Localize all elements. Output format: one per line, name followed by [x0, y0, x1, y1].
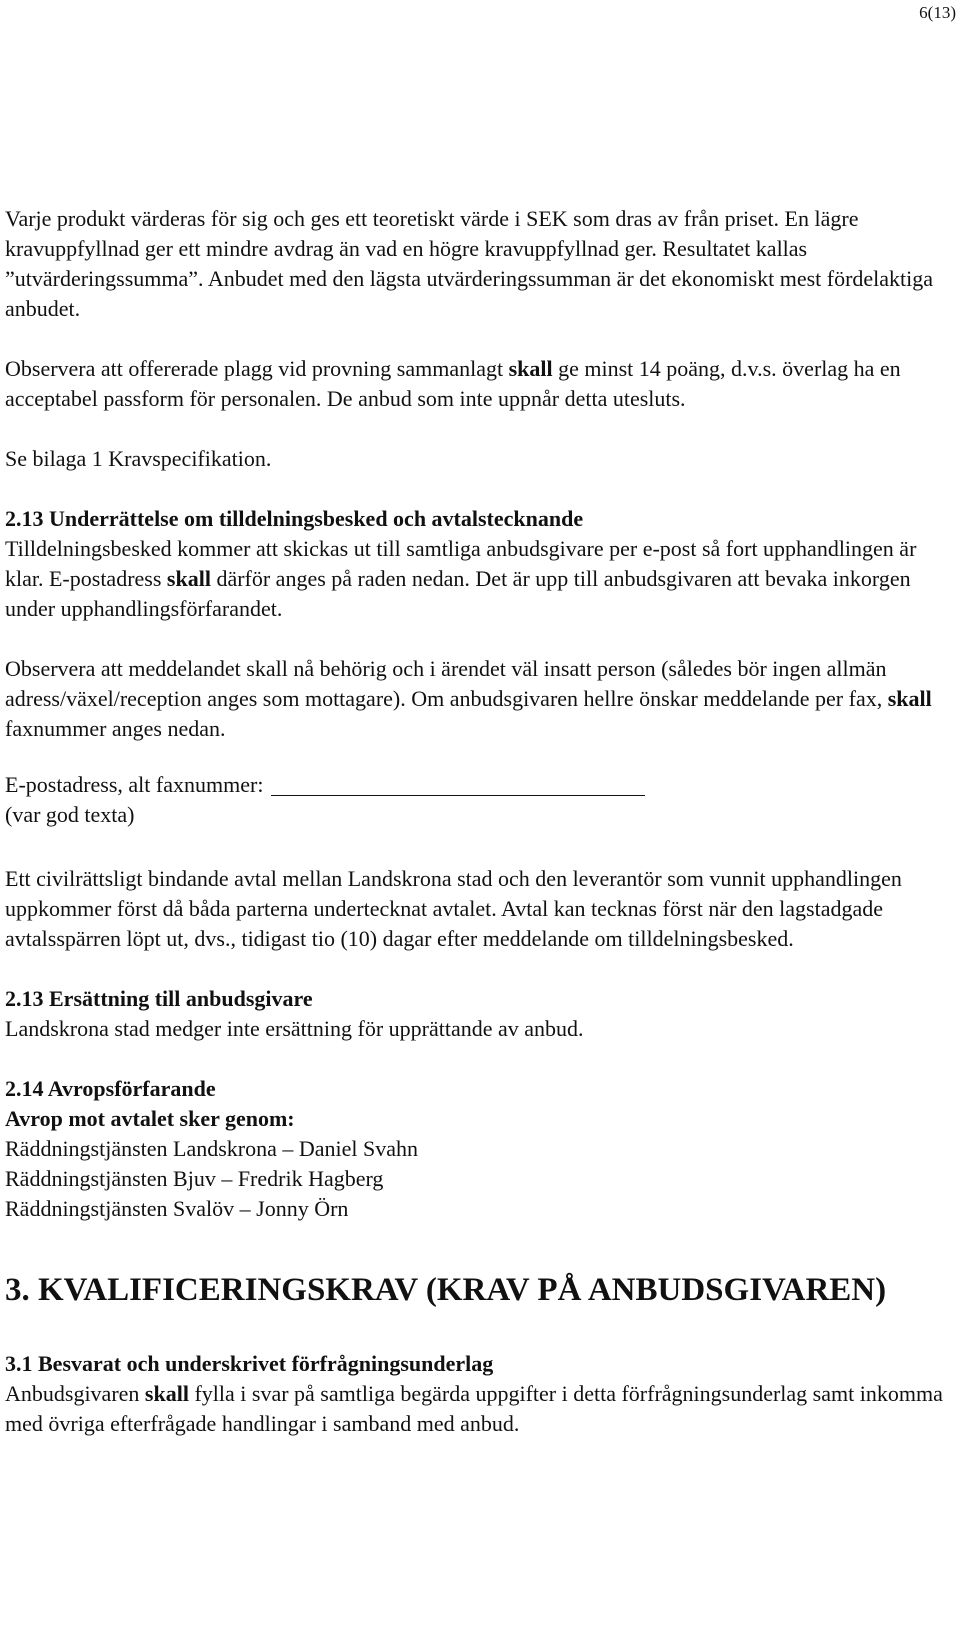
text-run: faxnummer anges nedan. — [5, 716, 226, 741]
contact-fill-line[interactable] — [271, 773, 645, 796]
text-run: Observera att meddelandet skall nå behörig och i ärendet väl insatt person (således bör ingen allmän adress/växel/reception anges som mottagare). Om anbudsgivaren hellre önskar meddelande per fax, — [5, 656, 888, 711]
text-run: ge minst 14 poäng, d.v.s. överlag ha en acceptabel passform för personalen. De anbud som inte uppnår detta utesluts. — [5, 356, 901, 411]
section-heading-2-13-compensation — [5, 984, 950, 1014]
recipient-paragraph — [5, 654, 950, 744]
contact-field-label: E-postadress, alt faxnummer: — [5, 772, 264, 797]
text-run: Tilldelningsbesked kommer att skickas ut till samtliga anbudsgivare per e-post så fort upphandlingen är klar. E-postadress — [5, 536, 917, 591]
text-run: Anbudsgivaren — [5, 1381, 145, 1406]
evaluation-paragraph: Varje produkt värderas för sig och ges ett teoretiskt värde i SEK som dras av från priset. En lägre kravuppfyllnad ger ett mindre avdrag än vad en högre kravuppfyllnad ger. Resultatet kallas ”utvärderingssumma”. Anbudet med den lägsta utvärderingssumman är det ekonomiskt mest fördelaktiga anbudet. — [5, 206, 934, 321]
emphasis: skall — [144, 1381, 189, 1406]
heading-text: 2.13 Underrättelse om tilldelningsbesked och avtalstecknande — [5, 506, 584, 531]
questionnaire-paragraph — [5, 1379, 950, 1439]
compensation-paragraph: Landskrona stad medger inte ersättning för upprättande av anbud. — [5, 1016, 584, 1041]
call-off-contact: Räddningstjänsten Svalöv – Jonny Örn — [5, 1196, 349, 1221]
text-run: Observera att offererade plagg vid provning sammanlagt — [5, 356, 509, 381]
emphasis: skall — [508, 356, 553, 381]
heading-text: 3.1 Besvarat och underskrivet förfrågningsunderlag — [5, 1351, 494, 1376]
chapter-heading-3: 3. KVALIFICERINGSKRAV (KRAV PÅ ANBUDSGIVAREN) — [5, 1272, 887, 1308]
subheading-text: Avrop mot avtalet sker genom: — [5, 1106, 295, 1131]
call-off-subheading — [5, 1104, 950, 1134]
document-body — [5, 204, 950, 1439]
contact-field-hint: (var god texta) — [5, 802, 135, 827]
appendix-reference: Se bilaga 1 Kravspecifikation. — [5, 446, 272, 471]
contact-field-row — [5, 769, 950, 800]
fit-requirement-paragraph — [5, 354, 950, 414]
heading-text: 2.13 Ersättning till anbudsgivare — [5, 986, 313, 1011]
emphasis: skall — [887, 686, 932, 711]
text-run: därför anges på raden nedan. Det är upp till anbudsgivaren att bevaka inkorgen under upphandlingsförfarandet. — [5, 566, 911, 621]
emphasis: skall — [166, 566, 211, 591]
notification-paragraph — [5, 534, 950, 624]
section-heading-2-13-notification — [5, 504, 950, 534]
text-run: fylla i svar på samtliga begärda uppgifter i detta förfrågningsunderlag samt inkomma med övriga efterfrågade handlingar i samband med anbud. — [5, 1381, 943, 1436]
section-heading-3-1 — [5, 1349, 950, 1379]
page-number: 6(13) — [919, 3, 956, 22]
call-off-contact: Räddningstjänsten Landskrona – Daniel Svahn — [5, 1136, 419, 1161]
contract-paragraph: Ett civilrättsligt bindande avtal mellan Landskrona stad och den leverantör som vunnit upphandlingen uppkommer först då båda parterna undertecknat avtalet. Avtal kan tecknas först när den lagstadgade avtalsspärren löpt ut, dvs., tidigast tio (10) dagar efter meddelande om tilldelningsbesked. — [5, 866, 902, 951]
heading-text: 2.14 Avropsförfarande — [5, 1076, 216, 1101]
call-off-contact: Räddningstjänsten Bjuv – Fredrik Hagberg — [5, 1166, 384, 1191]
section-heading-2-14 — [5, 1074, 950, 1104]
